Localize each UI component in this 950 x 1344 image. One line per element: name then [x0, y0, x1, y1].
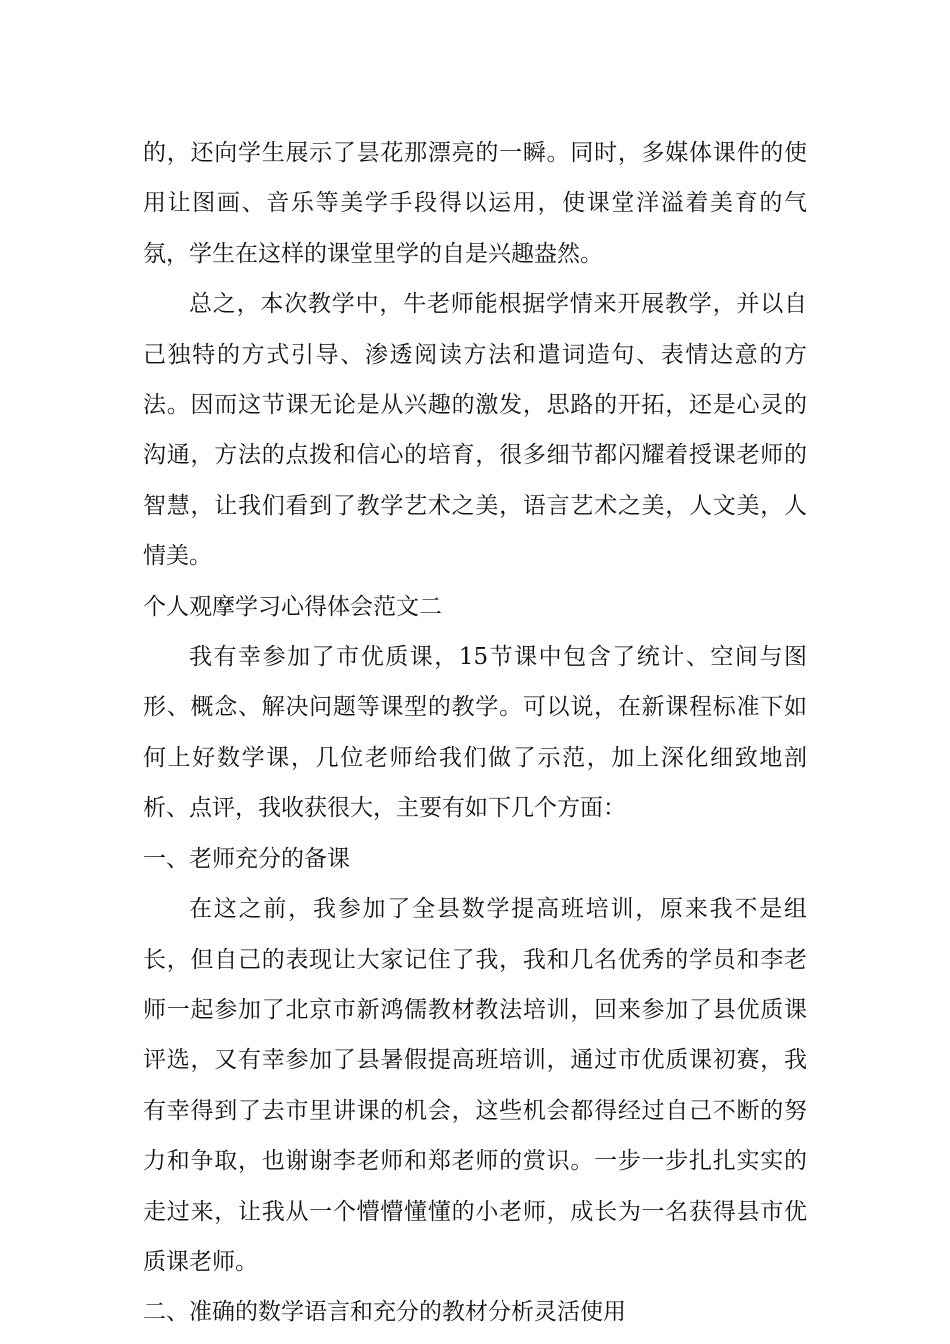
- paragraph-summary: 总之，本次教学中，牛老师能根据学情来开展教学，并以自己独特的方式引导、渗透阅读方法和遣词造句、表情达意的方法。因而这节课无论是从兴趣的激发，思路的开拓，还是心灵的沟通，方法的点拨和信心的培育，很多细节都闪耀着授课老师的智慧，让我们看到了教学艺术之美，语言艺术之美，人文美，人情美。: [143, 291, 807, 570]
- paragraph-intro: 我有幸参加了市优质课，15节课中包含了统计、空间与图形、概念、解决问题等课型的教学。可以说，在新课程标准下如何上好数学课，几位老师给我们做了示范，加上深化细致地剖析、点评，我收获很大，主要有如下几个方面：: [143, 644, 807, 822]
- paragraph-continuation: 的，还向学生展示了昙花那漂亮的一瞬。同时，多媒体课件的使用让图画、音乐等美学手段得以运用，使课堂洋溢着美育的气氛，学生在这样的课堂里学的自是兴趣盎然。: [143, 140, 807, 267]
- document-body: [143, 128, 807, 1338]
- subheading-language: 二、准确的数学语言和充分的教材分析灵活使用: [143, 1299, 626, 1326]
- section-title: 个人观摩学习心得体会范文二: [143, 593, 442, 620]
- subheading-preparation: 一、老师充分的备课: [143, 845, 350, 872]
- paragraph-experience: 在这之前，我参加了全县数学提高班培训，原来我不是组长，但自己的表现让大家记住了我，我和几名优秀的学员和李老师一起参加了北京市新鸿儒教材教法培训，回来参加了县优质课评选，又有幸参加了县暑假提高班培训，通过市优质课初赛，我有幸得到了去市里讲课的机会，这些机会都得经过自己不断的努力和争取，也谢谢李老师和郑老师的赏识。一步一步扎扎实实的走过来，让我从一个懵懵懂懂的小老师，成长为一名获得县市优质课老师。: [143, 896, 807, 1275]
